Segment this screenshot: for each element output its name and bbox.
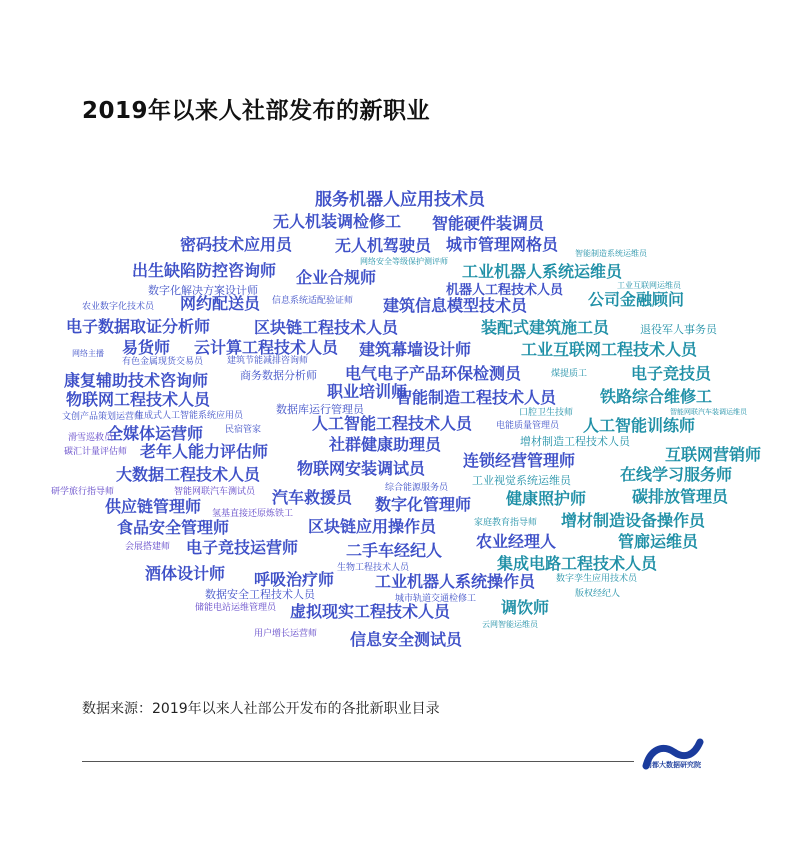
word-cloud-item: 氢基直接还原炼铁工 [212,509,294,519]
word-cloud-item: 康复辅助技术咨询师 [64,371,209,390]
word-cloud-item: 智能制造系统运维员 [575,249,647,258]
word-cloud-item: 碳排放管理员 [632,487,729,506]
word-cloud-item: 老年人能力评估师 [140,442,269,461]
word-cloud-item: 碳汇计量评估师 [64,447,128,457]
word-cloud-item: 数字化管理师 [375,495,472,514]
word-cloud-item: 在线学习服务师 [620,465,733,484]
word-cloud-item: 农业经理人 [476,532,557,551]
word-cloud-item: 人工智能工程技术人员 [312,414,473,433]
word-cloud-item: 口腔卫生技师 [519,408,574,418]
word-cloud-item: 建筑幕墙设计师 [359,340,472,359]
word-cloud-item: 数字孪生应用技术员 [556,574,638,584]
word-cloud-item: 滑雪巡救员 [68,433,114,443]
word-cloud-item: 信息安全测试员 [350,630,463,649]
word-cloud-item: 食品安全管理师 [117,518,230,537]
word-cloud-item: 网约配送员 [180,294,261,313]
word-cloud-item: 装配式建筑施工员 [481,318,610,337]
word-cloud-item: 公司金融顾问 [588,290,685,309]
word-cloud-item: 版权经纪人 [575,589,621,599]
word-cloud-item: 数据库运行管理员 [276,403,364,416]
word-cloud-item: 职业培训师 [327,382,408,401]
word-cloud-item: 云网智能运维员 [482,620,538,629]
word-cloud-item: 呼吸治疗师 [254,570,335,589]
word-cloud-item: 智能制造工程技术人员 [396,388,557,407]
word-cloud-item: 物联网工程技术人员 [66,390,211,409]
word-cloud-item: 储能电站运维管理员 [195,603,277,613]
word-cloud-item: 商务数据分析师 [240,369,317,382]
word-cloud-item: 调饮师 [501,598,550,617]
word-cloud-item: 电子数据取证分析师 [66,317,211,336]
word-cloud-item: 网络主播 [72,349,104,358]
word-cloud-item: 连锁经营管理师 [463,451,576,470]
logo-text: 南都大数据研究院 [645,761,701,769]
word-cloud-item: 供应链管理师 [105,497,202,516]
word-cloud-item: 数据安全工程技术人员 [205,588,315,601]
word-cloud-item: 工业互联网运维员 [617,281,681,290]
word-cloud-item: 研学旅行指导师 [51,487,115,497]
word-cloud-item: 电能质量管理员 [496,421,560,431]
word-cloud-item: 密码技术应用员 [180,235,293,254]
word-cloud-item: 家庭教育指导师 [474,518,538,528]
word-cloud-item: 城市管理网格员 [446,235,559,254]
word-cloud-item: 综合能源服务员 [385,483,449,493]
word-cloud-item: 增材制造设备操作员 [561,511,706,530]
word-cloud-item: 电子竞技员 [631,364,712,383]
word-cloud-item: 人工智能训练师 [583,416,696,435]
word-cloud-item: 铁路综合维修工 [600,387,713,406]
word-cloud-item: 物联网安装调试员 [297,459,426,478]
word-cloud-item: 建筑节能减排咨询师 [227,356,309,366]
word-cloud-item: 城市轨道交通检修工 [395,594,477,604]
word-cloud-item: 农业数字化技术员 [82,302,155,312]
word-cloud-item: 数字化解决方案设计师 [148,284,258,297]
word-cloud-item: 虚拟现实工程技术人员 [290,602,451,621]
word-cloud-item: 工业视觉系统运维员 [472,474,571,487]
word-cloud-item: 无人机装调检修工 [273,212,402,231]
word-cloud-item: 汽车救援员 [272,488,353,507]
word-cloud-item: 酒体设计师 [145,564,226,583]
word-cloud-item: 云计算工程技术人员 [194,338,339,357]
word-cloud-item: 互联网营销师 [665,445,762,464]
word-cloud-item: 企业合规师 [296,268,377,287]
word-cloud-item: 工业互联网工程技术人员 [521,340,698,359]
word-cloud-item: 生物工程技术人员 [337,563,410,573]
word-cloud-item: 易货师 [122,338,171,357]
word-cloud-item: 机器人工程技术人员 [446,283,564,298]
source-note: 数据来源：2019年以来人社部公开发布的各批新职业目录 [82,701,440,717]
word-cloud-item: 社群健康助理员 [329,435,442,454]
word-cloud-item: 生成式人工智能系统应用员 [135,411,244,421]
word-cloud-item: 健康照护师 [506,489,587,508]
word-cloud-item: 工业机器人系统运维员 [462,262,623,281]
word-cloud-item: 民宿管家 [225,425,262,435]
word-cloud-item: 网络安全等级保护测评师 [360,257,448,266]
word-cloud-item: 智能网联汽车装调运维员 [670,408,747,416]
word-cloud-item: 会展搭建师 [125,542,171,552]
word-cloud-item: 文创产品策划运营师 [62,412,144,422]
word-cloud-item: 智能硬件装调员 [432,214,545,233]
word-cloud-item: 建筑信息模型技术员 [383,296,528,315]
word-cloud-item: 电气电子产品环保检测员 [345,364,522,383]
word-cloud-item: 区块链工程技术人员 [254,318,399,337]
word-cloud-item: 煤提质工 [551,369,588,379]
word-cloud-item: 用户增长运营师 [254,629,318,639]
word-cloud-item: 电子竞技运营师 [186,538,299,557]
word-cloud-item: 管廊运维员 [618,532,699,551]
word-cloud-item: 服务机器人应用技术员 [315,190,485,210]
footer-divider [82,761,634,762]
word-cloud-item: 出生缺陷防控咨询师 [132,261,277,280]
word-cloud-item: 二手车经纪人 [346,541,443,560]
word-cloud-item: 区块链应用操作员 [308,517,437,536]
word-cloud-item: 智能网联汽车测试员 [174,487,256,497]
word-cloud-item: 集成电路工程技术人员 [497,554,658,573]
word-cloud-item: 大数据工程技术人员 [116,465,261,484]
word-cloud-item: 工业机器人系统操作员 [375,572,536,591]
word-cloud-item: 全媒体运营师 [107,424,204,443]
word-cloud-item: 增材制造工程技术人员 [520,435,630,448]
word-cloud-item: 无人机驾驶员 [335,236,432,255]
word-cloud-item: 信息系统适配验证师 [272,296,354,306]
page-title: 2019年以来人社部发布的新职业 [82,98,431,124]
word-cloud-item: 退役军人事务员 [640,323,717,336]
word-cloud-item: 有色金属现货交易员 [122,357,204,367]
